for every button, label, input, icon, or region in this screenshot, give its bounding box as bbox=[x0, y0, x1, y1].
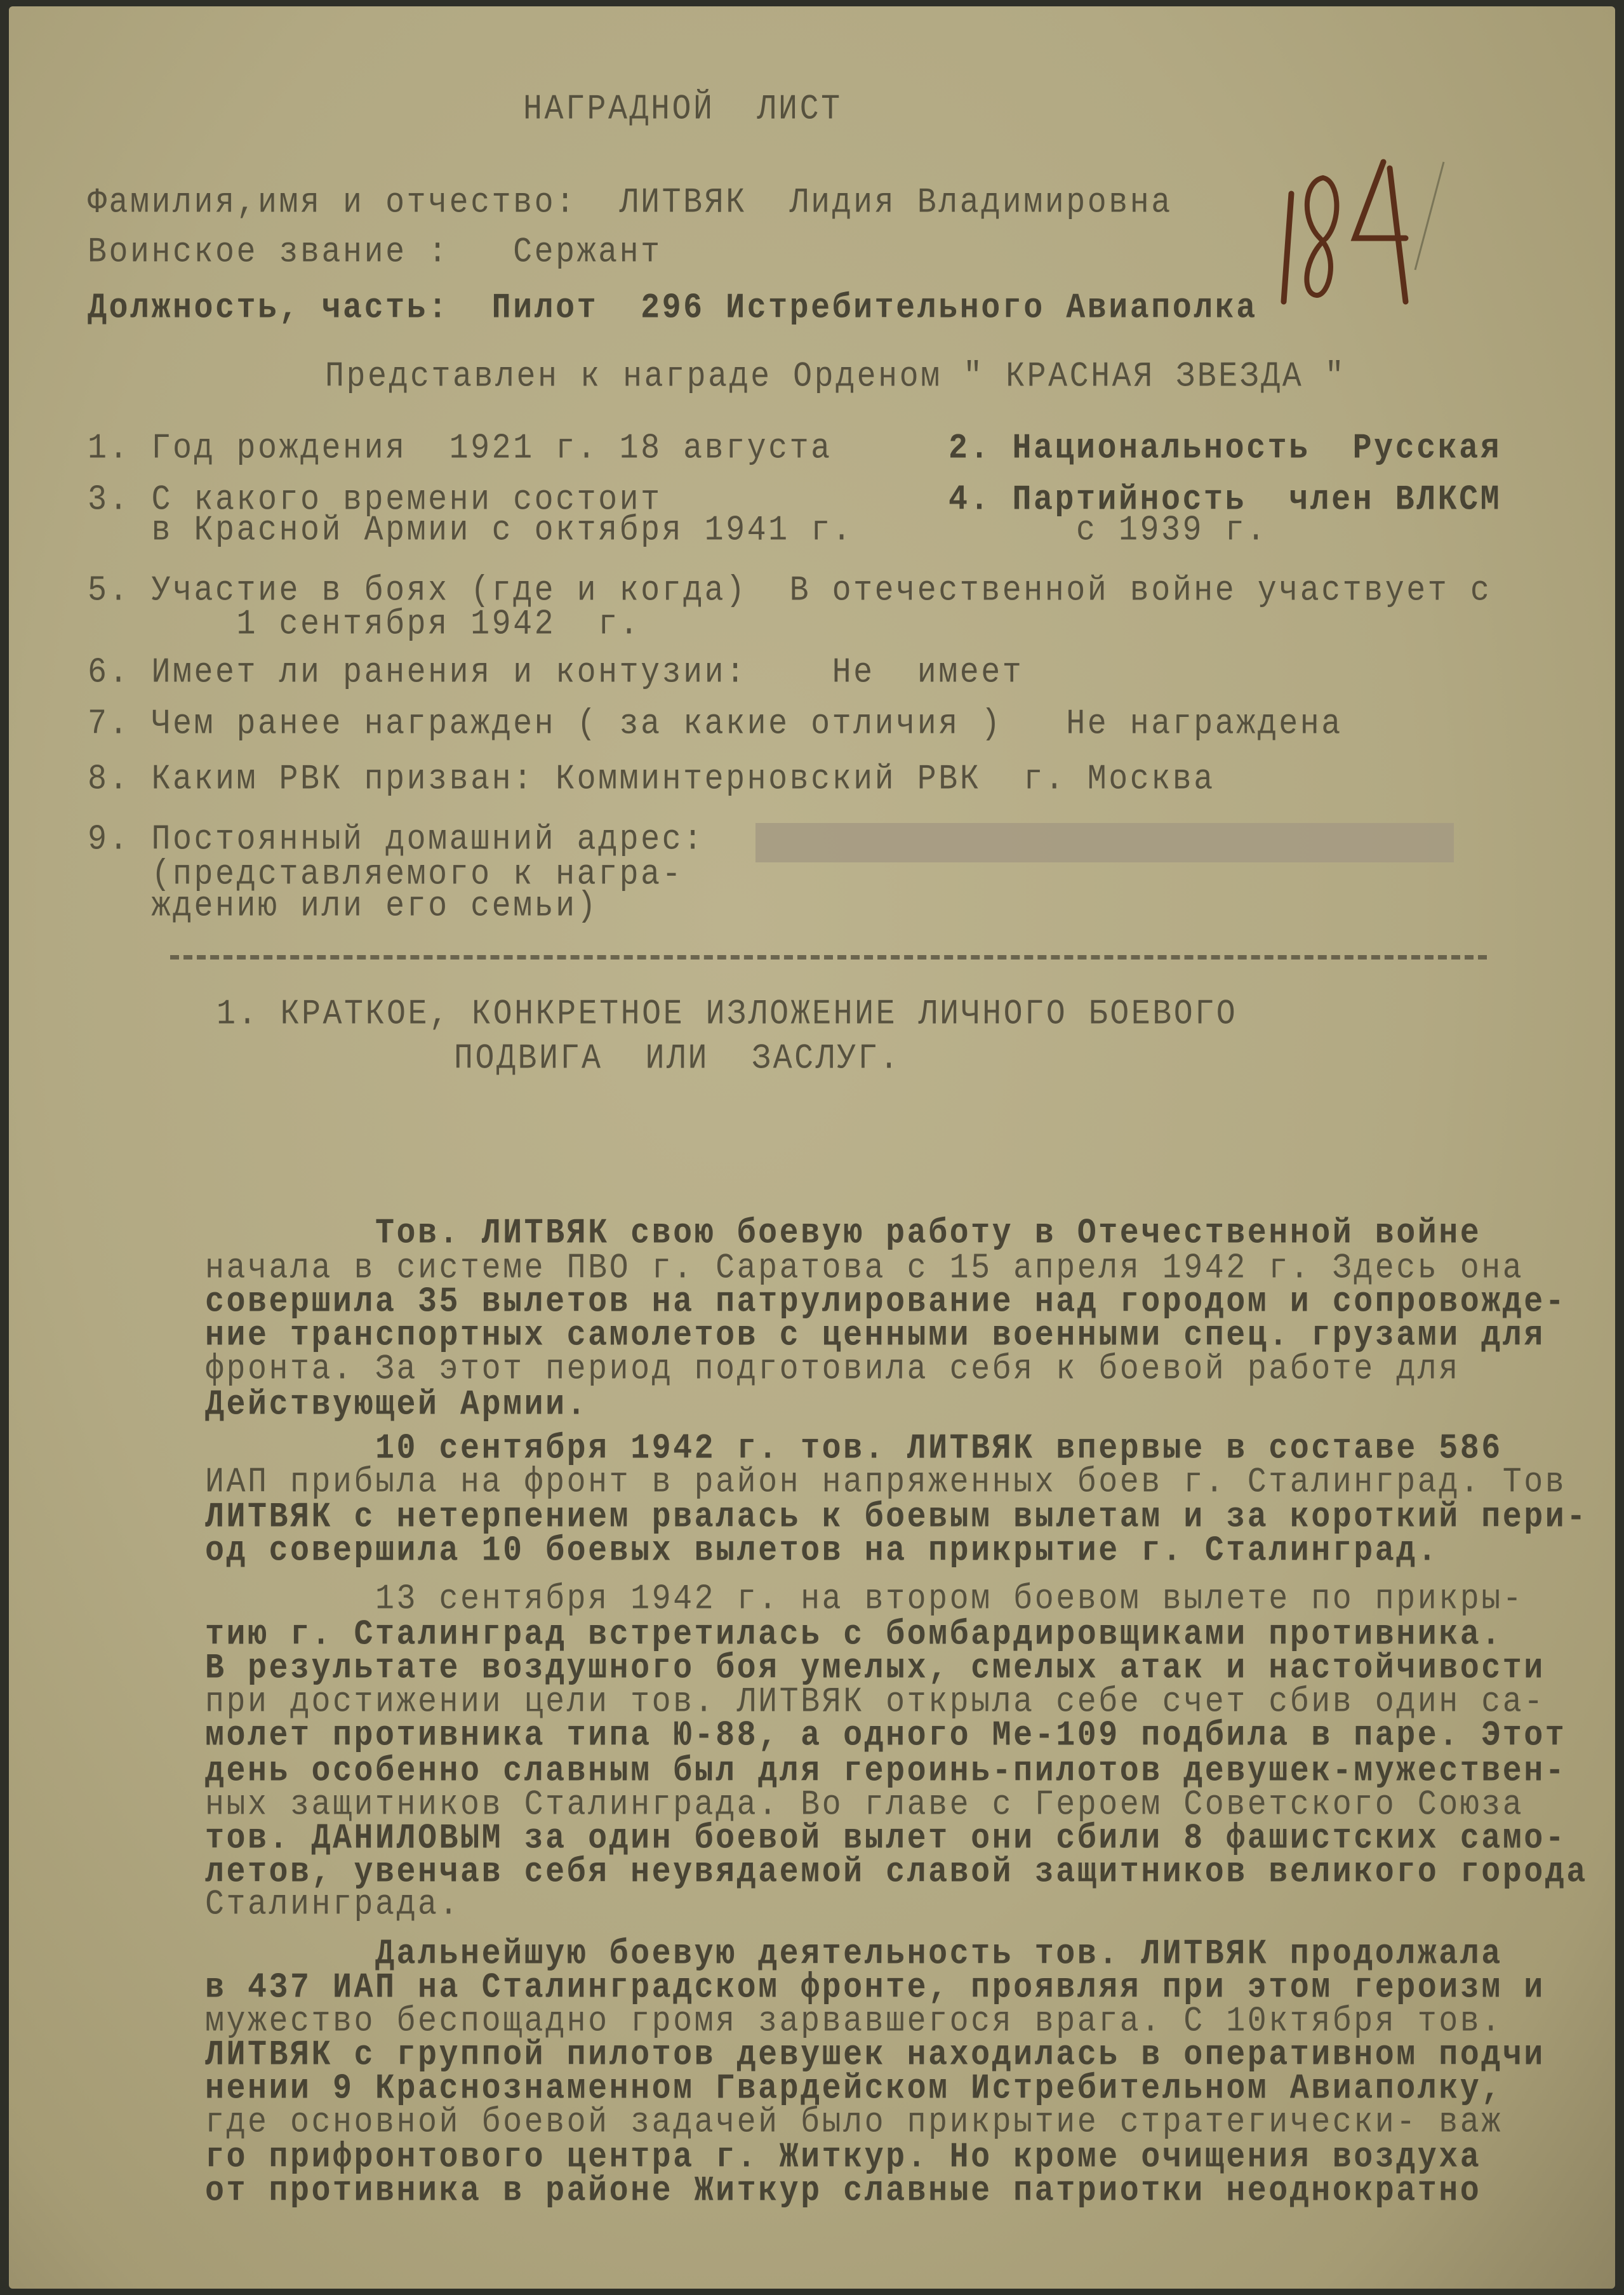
body-line: од совершила 10 боевых вылетов на прикрытие г. Сталинград. bbox=[205, 1530, 1439, 1572]
body-line: ние транспортных самолетов с ценными военными спец. грузами для bbox=[205, 1315, 1545, 1356]
body-line: где основной боевой задачей было прикрытие стратегически- важ bbox=[205, 2102, 1503, 2143]
item-7-previous-awards: 7. Чем ранее награжден ( за какие отличия ) Не награждена bbox=[88, 704, 1343, 745]
item-9-address-cont1: (представляемого к награ- bbox=[88, 854, 684, 895]
body-line: ЛИТВЯК с нетерпением рвалась к боевым вылетам и за короткий пери- bbox=[205, 1497, 1588, 1538]
item-2-nationality: 2. Национальность Русская bbox=[948, 428, 1502, 469]
item-6-wounds: 6. Имеет ли ранения и контузии: Не имеет bbox=[88, 652, 1024, 693]
body-line: В результате воздушного боя умелых, смелых атак и настойчивости bbox=[205, 1648, 1545, 1689]
body-line: молет противника типа Ю-88, а одного Ме-109 подбила в паре. Этот bbox=[205, 1715, 1567, 1756]
item-9-address: 9. Постоянный домашний адрес: bbox=[88, 819, 705, 860]
military-rank-line: Воинское звание : Сержант bbox=[88, 232, 662, 273]
item-8-draft-office: 8. Каким РВК призван: Комминтерновский РВК г. Москва bbox=[88, 759, 1215, 800]
item-4-party-cont: с 1939 г. bbox=[948, 510, 1268, 551]
item-9-address-cont2: ждению или его семьи) bbox=[88, 886, 599, 927]
body-line: тию г. Сталинград встретилась с бомбардировщиками противника. bbox=[205, 1614, 1503, 1656]
body-line: ных защитников Сталинграда. Во главе с Героем Советского Союза bbox=[205, 1784, 1524, 1826]
item-5-combat: 5. Участие в боях (где и когда) В отечественной войне участвует с bbox=[88, 570, 1492, 612]
body-line: фронта. За этот период подготовила себя к боевой работе для bbox=[205, 1349, 1460, 1390]
body-line: ИАП прибыла на фронт в район напряженных боев г. Сталинград. Тов bbox=[205, 1462, 1567, 1503]
body-line: го прифронтового центра г. Житкур. Но кроме очищения воздуха bbox=[205, 2137, 1482, 2178]
body-line: Сталинграда. bbox=[205, 1884, 461, 1925]
body-line: летов, увенчав себя неувядаемой славой защитников великого города bbox=[205, 1852, 1588, 1893]
body-line: мужество беспощадно громя зарвавшегося врага. С 10ктября тов. bbox=[205, 2001, 1503, 2042]
body-line: Действующей Армии. bbox=[205, 1384, 589, 1426]
body-line: Тов. ЛИТВЯК свою боевую работу в Отечественной войне bbox=[205, 1213, 1482, 1254]
item-4-party: 4. Партийность член ВЛКСМ bbox=[948, 479, 1502, 521]
item-3-service-since-cont: в Красной Армии с октября 1941 г. bbox=[88, 510, 854, 551]
body-line: в 437 ИАП на Сталинградском фронте, проявляя при этом героизм и bbox=[205, 1967, 1545, 2009]
award-sheet-page bbox=[9, 6, 1615, 2289]
award-nomination-line: Представлен к награде Орденом " КРАСНАЯ ЗВЕЗДА " bbox=[325, 356, 1347, 398]
body-line: тов. ДАНИЛОВЫМ за один боевой вылет они сбили 8 фашистских само- bbox=[205, 1818, 1567, 1859]
body-line: 13 сентября 1942 г. на втором боевом вылете по прикры- bbox=[205, 1579, 1524, 1620]
body-line: совершила 35 вылетов на патрулирование над городом и сопровожде- bbox=[205, 1281, 1567, 1323]
body-line: при достижении цели тов. ЛИТВЯК открыла себе счет сбив один са- bbox=[205, 1682, 1545, 1723]
position-unit-line: Должность, часть: Пилот 296 Истребительного Авиаполка bbox=[88, 288, 1258, 329]
document-title: НАГРАДНОЙ ЛИСТ bbox=[523, 89, 842, 130]
body-line: начала в системе ПВО г. Саратова с 15 апреля 1942 г. Здесь она bbox=[205, 1248, 1524, 1289]
body-line: от противника в районе Житкур славные патриотки неоднократно bbox=[205, 2171, 1482, 2212]
body-line: 10 сентября 1942 г. тов. ЛИТВЯК впервые в составе 586 bbox=[205, 1428, 1503, 1469]
body-line: день особенно славным был для героинь-пилотов девушек-мужествен- bbox=[205, 1751, 1567, 1792]
item-3-service-since: 3. С какого времени состоит bbox=[88, 479, 662, 521]
item-1-birth: 1. Год рождения 1921 г. 18 августа bbox=[88, 428, 832, 469]
body-line: Дальнейшую боевую деятельность тов. ЛИТВЯК продолжала bbox=[205, 1934, 1503, 1975]
full-name-line: Фамилия,имя и отчество: ЛИТВЯК Лидия Владимировна bbox=[88, 182, 1173, 224]
dashed-separator bbox=[170, 955, 1487, 960]
body-line: ЛИТВЯК с группой пилотов девушек находилась в оперативном подчи bbox=[205, 2035, 1545, 2076]
redacted-address bbox=[755, 823, 1454, 862]
body-line: нении 9 Краснознаменном Гвардейском Истребительном Авиаполку, bbox=[205, 2068, 1503, 2110]
section-heading-line2: ПОДВИГА ИЛИ ЗАСЛУГ. bbox=[454, 1038, 901, 1080]
handwritten-number-184 bbox=[1279, 143, 1450, 314]
item-5-combat-cont: 1 сентября 1942 г. bbox=[88, 604, 641, 645]
section-heading-line1: 1. КРАТКОЕ, КОНКРЕТНОЕ ИЗЛОЖЕНИЕ ЛИЧНОГО БОЕВОГО bbox=[216, 994, 1238, 1035]
